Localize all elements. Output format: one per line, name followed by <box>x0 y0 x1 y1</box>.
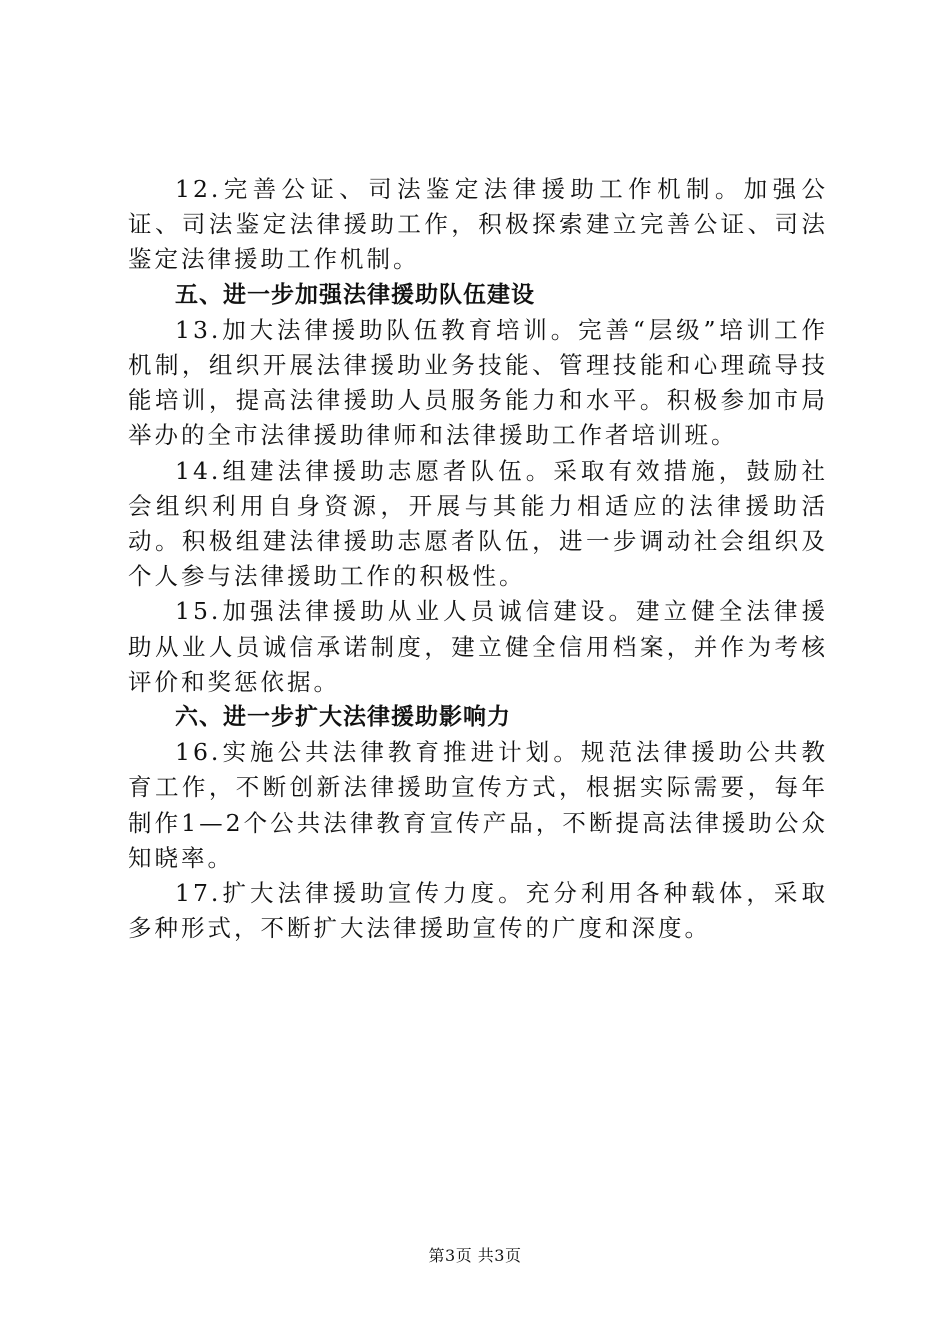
paragraph-15: 15.加强法律援助从业人员诚信建设。建立健全法律援助从业人员诚信承诺制度，建立健全信用档案，并作为考核评价和奖惩依据。 <box>128 597 828 696</box>
paragraph-17: 17.扩大法律援助宣传力度。充分利用各种载体，采取多种形式，不断扩大法律援助宣传的广度和深度。 <box>128 879 828 943</box>
paragraph-14: 14.组建法律援助志愿者队伍。采取有效措施，鼓励社会组织利用自身资源，开展与其能力相适应的法律援助活动。积极组建法律援助志愿者队伍，进一步调动社会组织及个人参与法律援助工作的积极性。 <box>128 456 828 591</box>
paragraph-13: 13.加大法律援助队伍教育培训。完善“层级”培训工作机制，组织开展法律援助业务技能、管理技能和心理疏导技能培训，提高法律援助人员服务能力和水平。积极参加市局举办的全市法律援助律师和法律援助工作者培训班。 <box>128 315 828 450</box>
page-footer: 第3页 共3页 <box>428 1246 522 1265</box>
section-heading-6: 六、进一步扩大法律援助影响力 <box>175 704 511 731</box>
section-heading-5: 五、进一步加强法律援助队伍建设 <box>175 281 535 308</box>
document-body <box>128 172 828 946</box>
paragraph-16: 16.实施公共法律教育推进计划。规范法律援助公共教育工作，不断创新法律援助宣传方式，根据实际需要，每年制作1—2个公共法律教育宣传产品，不断提高法律援助公众知晓率。 <box>128 738 828 872</box>
paragraph-12: 12.完善公证、司法鉴定法律援助工作机制。加强公证、司法鉴定法律援助工作，积极探索建立完善公证、司法鉴定法律援助工作机制。 <box>128 175 828 274</box>
